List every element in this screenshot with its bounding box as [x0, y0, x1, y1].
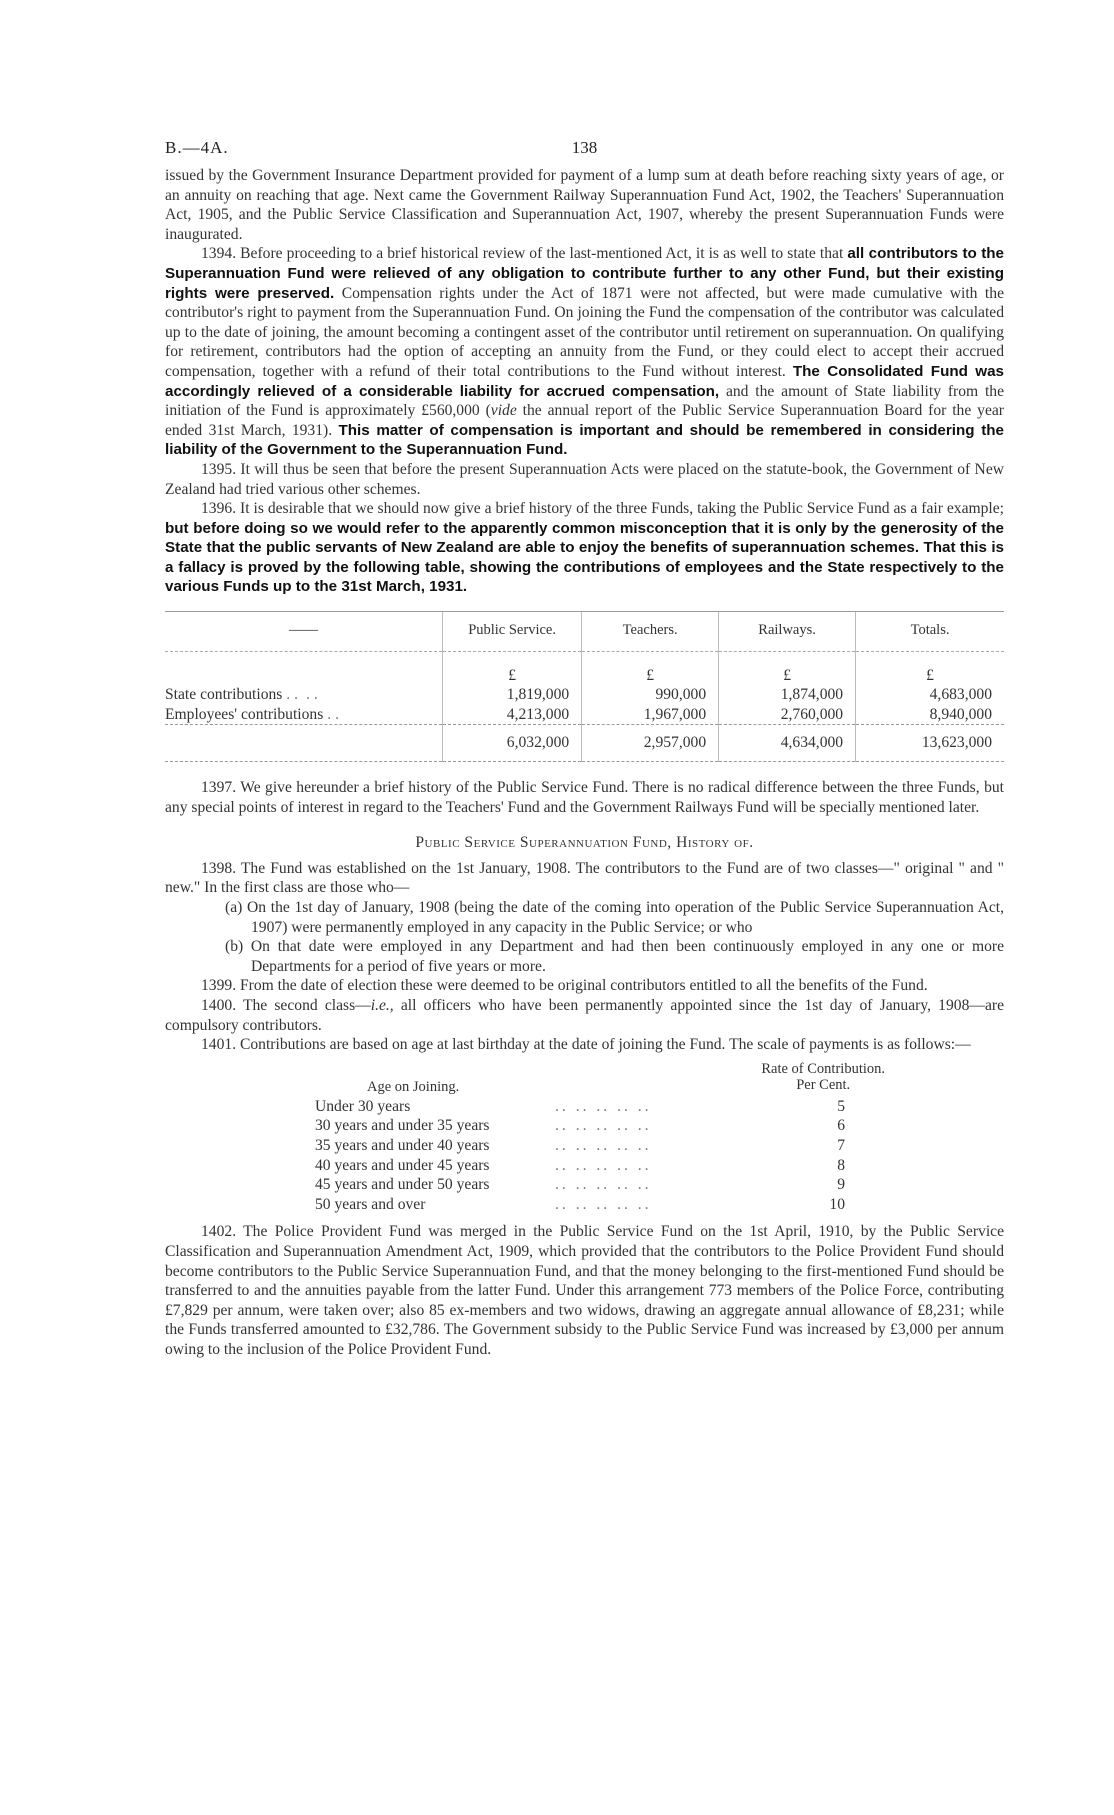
- text-run: and the amount of State liability from the initiation of the Fund is approximately £560,000 (: [165, 382, 1004, 420]
- leader-dots: .. .. .. .. ..: [555, 1136, 652, 1154]
- text-run: 1396. It is desirable that we should now give a brief history of the three Funds, taking the Public Service Fund as a fair example;: [201, 500, 1004, 518]
- table-cell: 1,874,000: [719, 685, 856, 705]
- age-cell: 35 years and under 40 years: [315, 1136, 490, 1154]
- rate-cell: 8: [837, 1156, 845, 1174]
- unit-cell: £: [856, 651, 1004, 685]
- bold-text: The Consolidated Fund was accordingly relieved of a considerable liability for accrued compensation,: [165, 362, 1004, 400]
- document-body: [165, 166, 1004, 1359]
- table-cell: 1,967,000: [582, 705, 719, 725]
- rate-cell: 9: [837, 1176, 845, 1194]
- column-header: Railways.: [719, 612, 856, 652]
- rate-cell: 5: [837, 1097, 845, 1115]
- age-cell: Under 30 years: [315, 1097, 411, 1115]
- paragraph-1398: 1398. The Fund was established on the 1st January, 1908. The contributors to the Fund are of two classes—" original " and " new." In the first class are those who—: [165, 859, 1004, 897]
- table-row: [165, 705, 1004, 725]
- page-number: 138: [571, 138, 598, 157]
- table-row: [315, 1175, 905, 1195]
- rate-cell: 10: [829, 1195, 845, 1213]
- table-row: [315, 1116, 905, 1136]
- table-cell: 2,760,000: [719, 705, 856, 725]
- unit-row: [165, 651, 1004, 685]
- text-run: all officers who have been permanently appointed since the 1st day of January, 1908—are compulsory contributors.: [165, 996, 1004, 1034]
- table-row: [315, 1136, 905, 1156]
- rate-column-header: [761, 1061, 885, 1093]
- document-reference: B.—4A.: [165, 138, 229, 157]
- bold-text: but before doing so we would refer to the apparently common misconception that it is only by the generosity of the State that the public servants of New Zealand are able to enjoy the benefits of superannuation schemes. That this is a fallacy is proved by the following table, showing the contributions of employees and the State respectively to the various Funds up to the 31st March, 1931.: [165, 519, 1004, 596]
- totals-row: [165, 725, 1004, 762]
- total-cell: 4,634,000: [719, 725, 856, 762]
- paragraph-1394: [165, 244, 1004, 460]
- paragraph-1396: [165, 499, 1004, 597]
- table-row: [315, 1097, 905, 1117]
- page-header: [165, 138, 1004, 162]
- age-cell: 40 years and under 45 years: [315, 1156, 490, 1174]
- rate-cell: 6: [837, 1117, 845, 1135]
- unit-cell: £: [719, 651, 856, 685]
- age-column-header: Age on Joining.: [367, 1078, 460, 1095]
- paragraph-1400: [165, 996, 1004, 1035]
- leader-dots: .. .. .. .. ..: [555, 1097, 652, 1115]
- row-label-text: State contributions: [165, 686, 283, 704]
- table-cell: 1,819,000: [443, 685, 582, 705]
- total-cell: 2,957,000: [582, 725, 719, 762]
- row-label: [165, 685, 443, 705]
- unit-cell: £: [582, 651, 719, 685]
- table-row: [315, 1156, 905, 1176]
- table-cell: 4,213,000: [443, 705, 582, 725]
- age-cell: 50 years and over: [315, 1195, 426, 1213]
- leader-dots: ..: [305, 686, 322, 704]
- table-cell: 990,000: [582, 685, 719, 705]
- age-cell: 30 years and under 35 years: [315, 1117, 490, 1135]
- unit-cell: £: [443, 651, 582, 685]
- column-header: Totals.: [856, 612, 1004, 652]
- bold-text: all contributors to the Superannuation Fund were relieved of any obligation to contribute further to any other Fund, but their existing rights were preserved.: [165, 245, 1004, 302]
- italic-text: i.e.,: [370, 996, 394, 1014]
- section-heading: Public Service Superannuation Fund, History of.: [415, 834, 754, 852]
- paragraph-1395: 1395. It will thus be seen that before the present Superannuation Acts were placed on the statute-book, the Government of New Zealand had tried various other schemes.: [165, 460, 1004, 498]
- paragraph-1399: 1399. From the date of election these were deemed to be original contributors entitled to all the benefits of the Fund.: [201, 977, 928, 995]
- table-corner-header: ——: [165, 612, 443, 652]
- rate-header-text: Rate of Contribution.: [761, 1060, 885, 1077]
- text-run: 1394. Before proceeding to a brief historical review of the last-mentioned Act, it is as well to state that: [201, 245, 848, 263]
- contribution-scale-table: [315, 1061, 905, 1215]
- leader-dots: .. .. .. .. ..: [555, 1156, 652, 1174]
- leader-dots: .. .. .. .. ..: [555, 1117, 652, 1135]
- text-run: 1400. The second class—: [201, 996, 371, 1014]
- contributions-table: [165, 611, 1004, 762]
- leader-dots: .. .. .. .. ..: [555, 1195, 652, 1213]
- paragraph-1401: 1401. Contributions are based on age at last birthday at the date of joining the Fund. The scale of payments is as follows:—: [201, 1036, 971, 1054]
- paragraph-intro: issued by the Government Insurance Department provided for payment of a lump sum at death before reaching sixty years of age, or an annuity on reaching that age. Next came the Government Railway Superannuation Fund Act, 1902, the Teachers' Superannuation Act, 1905, and the Public Service Classification and Superannuation Act, 1907, whereby the present Superannuation Funds were inaugurated.: [165, 167, 1004, 243]
- leader-dots: ..: [327, 705, 343, 723]
- table-row: [165, 685, 1004, 705]
- italic-text: vide: [490, 402, 517, 420]
- text-run: the annual report of the Public Service Superannuation Board for the year ended 31st March, 1931).: [165, 402, 1004, 439]
- table-cell: 4,683,000: [856, 685, 1004, 705]
- column-header: Public Service.: [443, 612, 582, 652]
- total-cell: 13,623,000: [856, 725, 1004, 762]
- list-item-a: (a) On the 1st day of January, 1908 (being the date of the coming into operation of the Public Service Superannuation Act, 1907) were permanently employed in any capacity in the Public Service; or who: [225, 899, 1004, 936]
- list-item-b: (b) On that date were employed in any Department and had then been continuously employed in any one or more Departments for a period of five years or more.: [225, 938, 1004, 975]
- row-label-text: Employees' contributions: [165, 705, 324, 723]
- paragraph-1402: 1402. The Police Provident Fund was merged in the Public Service Fund on the 1st April, 1910, by the Public Service Classification and Superannuation Amendment Act, 1909, which provided that the contributors to the Police Provident Fund should become contributors to the Public Service Superannuation Fund, and that the money belonging to the first-mentioned Fund should be transferred to and the annuities payable from the latter Fund. Under this arrangement 773 members of the Police Force, contributing £7,829 per annum, were taken over; also 85 ex-members and two widows, drawing an aggregate annual allowance of £8,231; while the Funds transferred amounted to £32,786. The Government subsidy to the Public Service Fund was increased by £3,000 per annum owing to the inclusion of the Police Provident Fund.: [165, 1223, 1004, 1358]
- bold-text: This matter of compensation is important and should be remembered in considering the liability of the Government to the Superannuation Fund.: [165, 421, 1004, 459]
- leader-dots: ..: [286, 686, 303, 704]
- total-cell: 6,032,000: [443, 725, 582, 762]
- rate-subheader-text: Per Cent.: [796, 1076, 851, 1093]
- leader-dots: .. .. .. .. ..: [555, 1176, 652, 1194]
- column-header: Teachers.: [582, 612, 719, 652]
- text-run: Compensation rights under the Act of 1871 were not affected, but were made cumulative with the contributor's right to payment from the Superannuation Fund. On joining the Fund the compensation of the contributor was calculated up to the date of joining, the amount becoming a contingent asset of the contributor until retirement on superannuation. On qualifying for retirement, contributors had the option of accepting an annuity from the Fund, or they could elect to accept their accrued compensation, together with a refund of their total contributions to the Fund without interest.: [165, 284, 1004, 380]
- empty-cell: [165, 651, 443, 685]
- table-header-row: [165, 612, 1004, 652]
- age-cell: 45 years and under 50 years: [315, 1176, 490, 1194]
- row-label: [165, 705, 443, 725]
- paragraph-1397: 1397. We give hereunder a brief history of the Public Service Fund. There is no radical difference between the three Funds, but any special points of interest in regard to the Teachers' Fund and the Government Railways Fund will be specially mentioned later.: [165, 779, 1004, 816]
- table-cell: 8,940,000: [856, 705, 1004, 725]
- scale-header-row: [315, 1061, 905, 1097]
- empty-cell: [165, 725, 443, 762]
- rate-cell: 7: [837, 1136, 845, 1154]
- table-row: [315, 1195, 905, 1215]
